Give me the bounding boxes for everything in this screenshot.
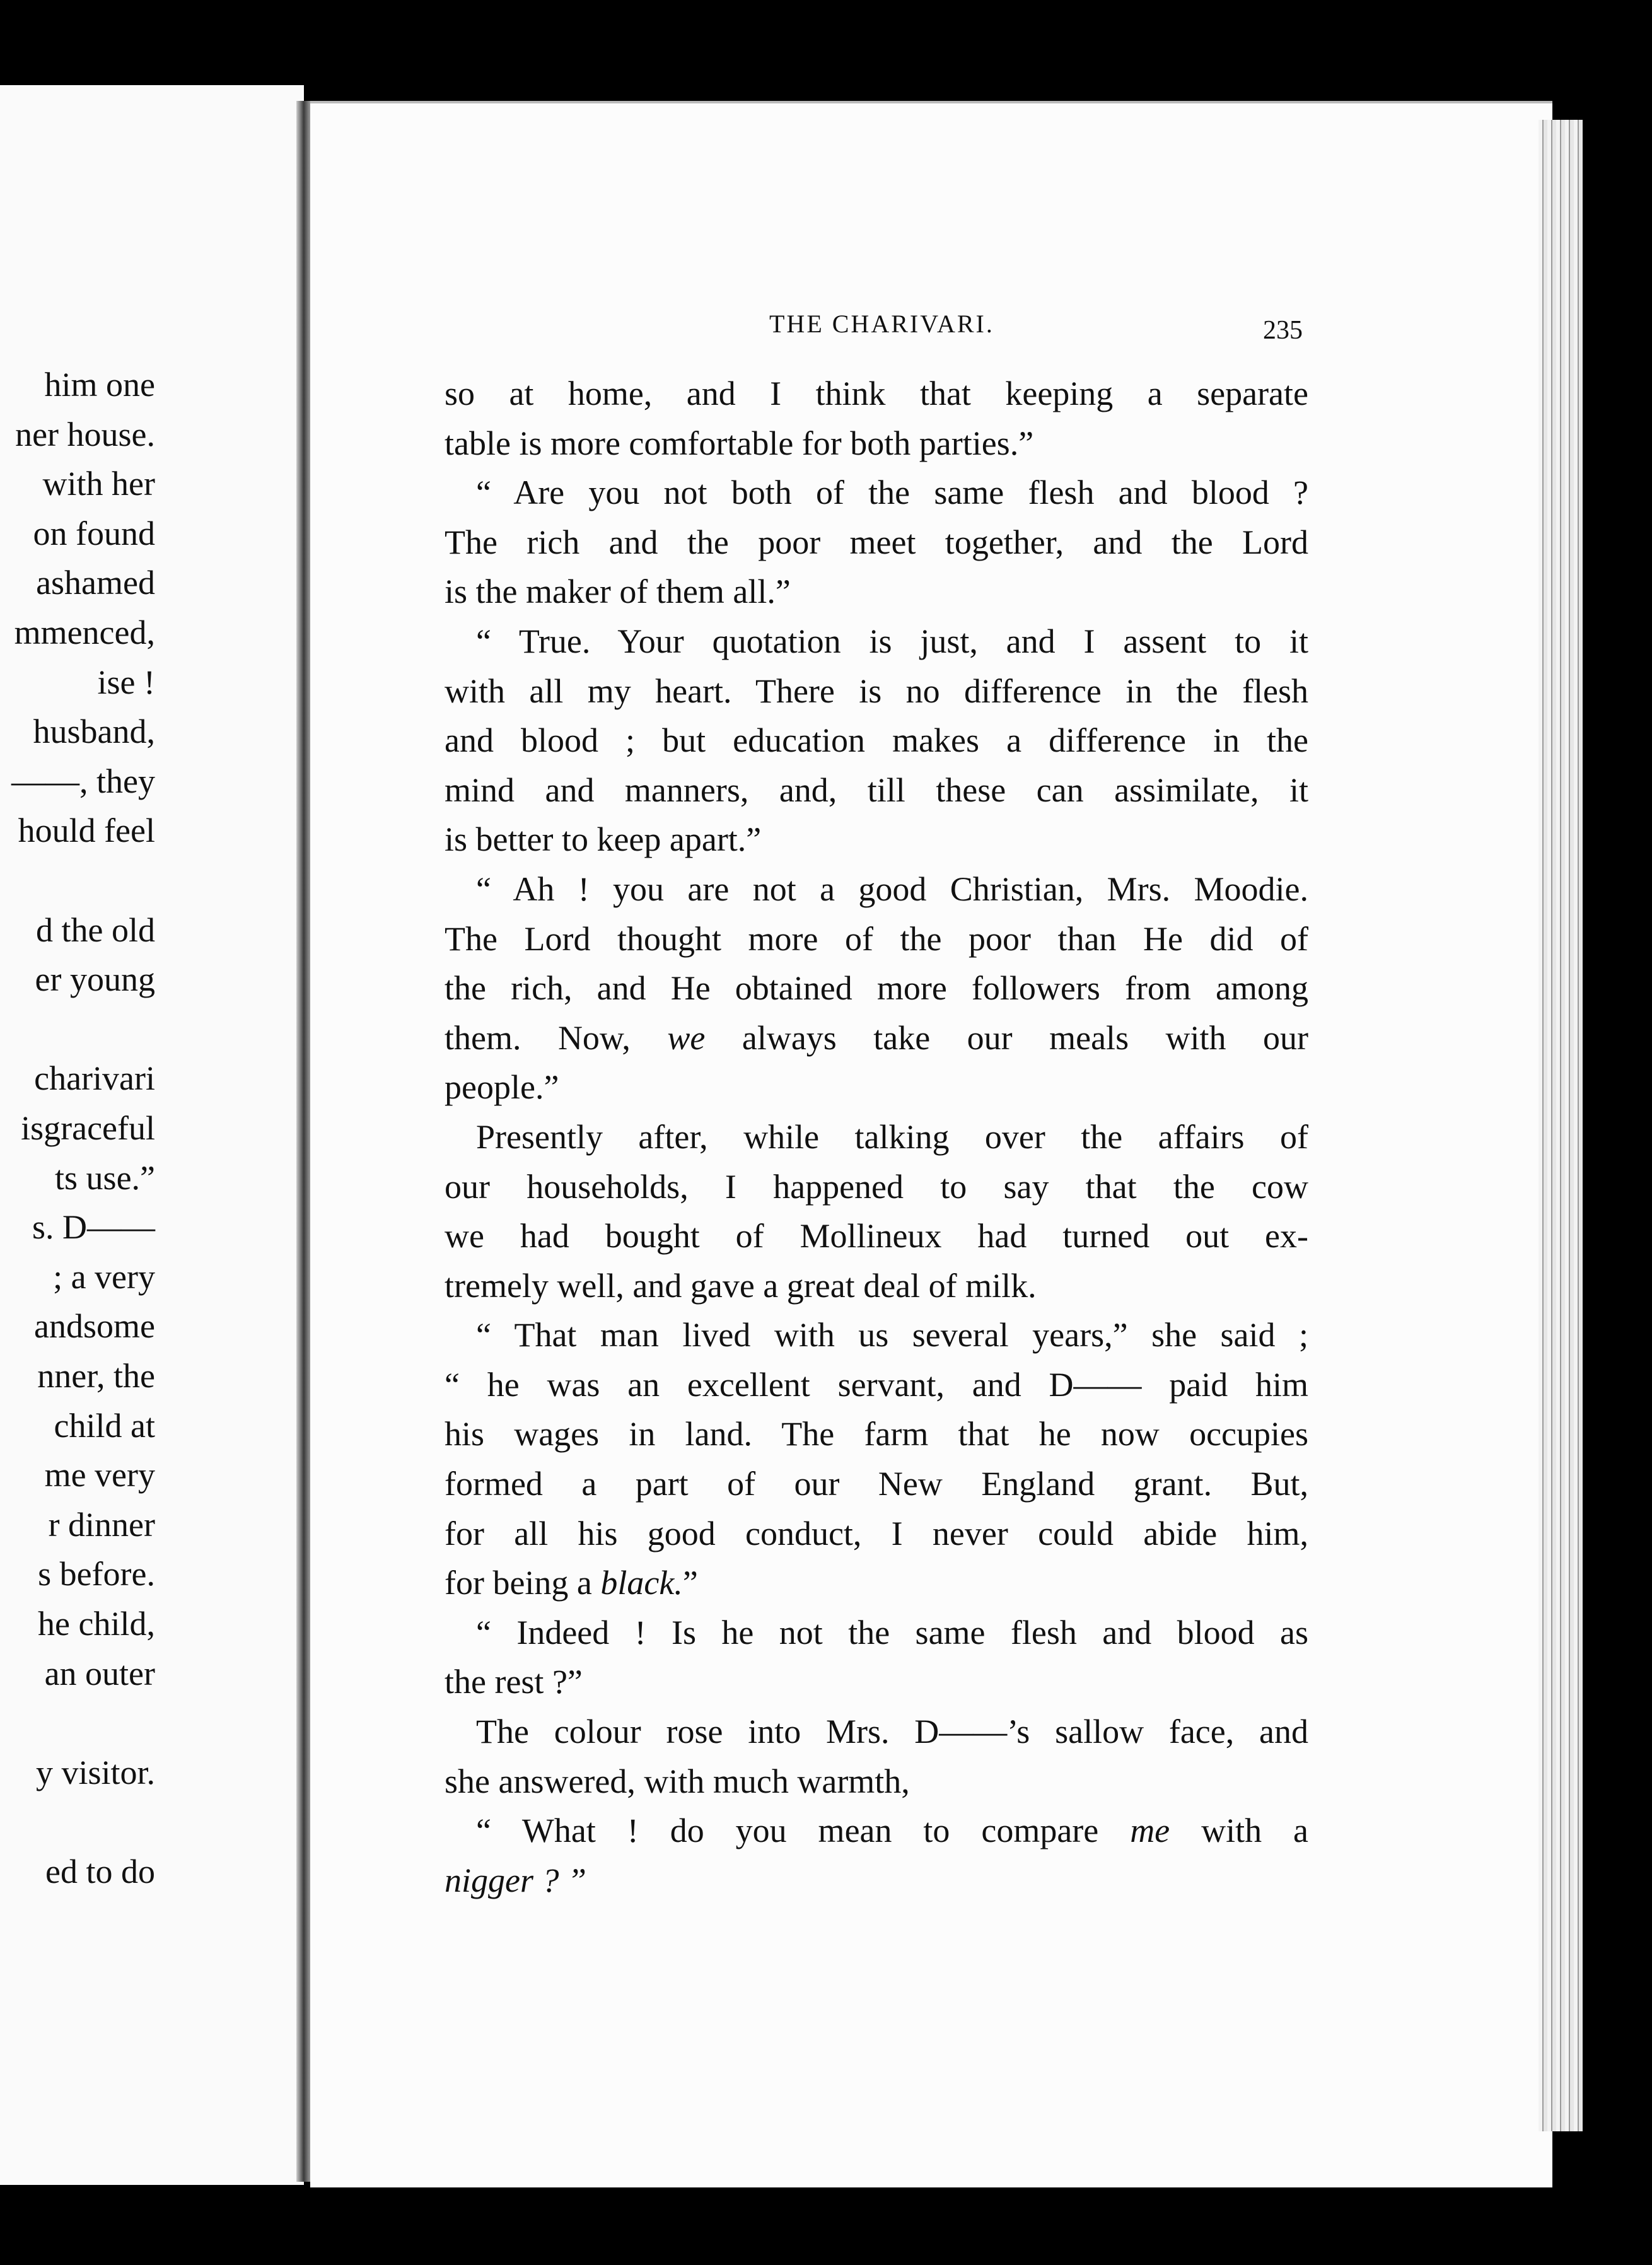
left-page-line: ts use.” bbox=[55, 1158, 155, 1197]
left-page-line: ner house. bbox=[15, 415, 155, 453]
left-page-line: er young bbox=[35, 960, 155, 999]
text-line: tremely well, and gave a great deal of milk. bbox=[445, 1266, 1037, 1305]
text-line: the rest ?” bbox=[445, 1663, 583, 1701]
text-line: people.” bbox=[445, 1068, 559, 1107]
text-line: for being a black.” bbox=[445, 1564, 698, 1602]
left-page-line: isgraceful bbox=[21, 1109, 155, 1147]
left-page-line: d the old bbox=[36, 911, 155, 949]
left-page-line: hould feel bbox=[18, 812, 155, 850]
left-page-line: ashamed bbox=[36, 564, 155, 602]
emphasis: black. bbox=[600, 1564, 683, 1602]
text-line: “ That man lived with us several years,” she said ; bbox=[476, 1316, 1308, 1354]
text-line: is better to keep apart.” bbox=[445, 820, 762, 859]
text-line: the rich, and He obtained more followers from among bbox=[445, 969, 1308, 1008]
left-page-line: charivari bbox=[34, 1059, 155, 1098]
text-line: and blood ; but education makes a difference in the bbox=[445, 721, 1308, 760]
text-line: them. Now, we always take our meals with our bbox=[445, 1018, 1308, 1057]
left-page-line: ise ! bbox=[97, 663, 155, 701]
left-page-line: child at bbox=[54, 1406, 155, 1445]
left-page-line: him one bbox=[44, 366, 155, 404]
left-page-line: mmenced, bbox=[14, 614, 155, 651]
text-line: “ he was an excellent servant, and D—— paid him bbox=[445, 1365, 1308, 1404]
left-page-line: he child, bbox=[38, 1605, 155, 1643]
left-page-line: ed to do bbox=[45, 1853, 155, 1890]
left-page-line: nner, the bbox=[37, 1357, 155, 1395]
left-page-line: s before. bbox=[38, 1555, 155, 1593]
left-page-line: ——, they bbox=[11, 762, 155, 800]
emphasis: we bbox=[667, 1018, 706, 1057]
left-page-line: on found bbox=[33, 514, 155, 552]
text-line: we had bought of Mollineux had turned out ex- bbox=[445, 1217, 1308, 1255]
left-page-line: ; a very bbox=[53, 1257, 155, 1296]
text-line: is the maker of them all.” bbox=[445, 573, 791, 611]
left-page bbox=[0, 85, 304, 2185]
text-line: Presently after, while talking over the affairs of bbox=[476, 1117, 1308, 1156]
left-page-line: with her bbox=[42, 465, 155, 503]
left-page-line: andsome bbox=[34, 1307, 155, 1346]
text-line: “ Ah ! you are not a good Christian, Mrs. Moodie. bbox=[476, 870, 1308, 908]
text-line: formed a part of our New England grant. But, bbox=[445, 1465, 1308, 1503]
text-line: “ Are you not both of the same flesh and blood ? bbox=[476, 474, 1308, 512]
text-line: so at home, and I think that keeping a separate bbox=[445, 375, 1308, 412]
text-line: The Lord thought more of the poor than He did of bbox=[445, 919, 1308, 958]
text-line: mind and manners, and, till these can assimilate, it bbox=[445, 771, 1308, 809]
text-line: The rich and the poor meet together, and the Lord bbox=[445, 523, 1308, 561]
text-line: The colour rose into Mrs. D——’s sallow face, and bbox=[476, 1713, 1308, 1751]
running-head: THE CHARIVARI. bbox=[769, 310, 994, 338]
text-line: his wages in land. The farm that he now occupies bbox=[445, 1415, 1308, 1453]
text-line: for all his good conduct, I never could abide him, bbox=[445, 1514, 1308, 1552]
left-page-line: me very bbox=[44, 1456, 155, 1494]
left-page-line: y visitor. bbox=[35, 1753, 155, 1791]
left-page-line: husband, bbox=[33, 713, 155, 751]
text-line: “ True. Your quotation is just, and I assent to it bbox=[476, 622, 1308, 660]
left-page-line: an outer bbox=[44, 1654, 155, 1692]
body-text bbox=[445, 369, 1308, 1905]
text-line: our households, I happened to say that the cow bbox=[445, 1167, 1308, 1206]
text-line: “ What ! do you mean to compare me with a bbox=[476, 1812, 1308, 1850]
text-line: with all my heart. There is no difference in the flesh bbox=[445, 672, 1308, 710]
text-line: “ Indeed ! Is he not the same flesh and blood as bbox=[476, 1613, 1308, 1651]
text-line: table is more comfortable for both parties.” bbox=[445, 424, 1034, 462]
text-line: nigger ? ” bbox=[445, 1861, 587, 1899]
page-number: 235 bbox=[1263, 316, 1303, 345]
text-line: she answered, with much warmth, bbox=[445, 1762, 910, 1800]
left-page-line: r dinner bbox=[48, 1505, 155, 1544]
left-page-line: s. D—— bbox=[32, 1208, 155, 1247]
emphasis: me bbox=[1130, 1812, 1170, 1850]
page-edges bbox=[1539, 120, 1583, 2131]
